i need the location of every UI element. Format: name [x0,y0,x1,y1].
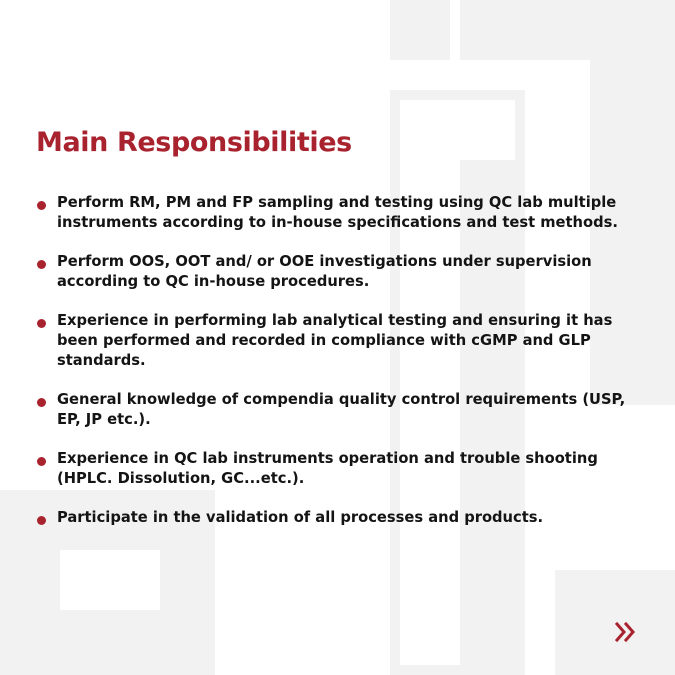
bullet-icon [37,319,46,328]
list-item [36,252,636,292]
background-block-bottom-left-inner [0,610,160,675]
bullet-icon [37,516,46,525]
bullet-icon [37,260,46,269]
background-block-top-left [390,0,450,60]
list-item-text: Experience in performing lab analytical testing and ensuring it has been performed and recorded in compliance with cGMP and GLP standards. [57,312,613,369]
list-item [36,508,636,528]
responsibilities-list [36,193,636,547]
bullet-icon [37,398,46,407]
page-title: Main Responsibilities [36,127,352,158]
bullet-icon [37,457,46,466]
list-item [36,311,636,371]
list-item-text: General knowledge of compendia quality control requirements (USP, EP, JP etc.). [57,391,626,428]
list-item-text: Experience in QC lab instruments operation and trouble shooting (HPLC. Dissolution, GC...etc.). [57,450,598,487]
background-block-top-right [460,0,675,60]
bullet-icon [37,201,46,210]
list-item-text: Perform OOS, OOT and/ or OOE investigations under supervision according to QC in-house procedures. [57,253,592,290]
list-item-text: Participate in the validation of all processes and products. [57,509,544,526]
list-item [36,390,636,430]
double-chevron-right-icon[interactable] [614,620,638,644]
list-item [36,449,636,489]
list-item [36,193,636,233]
list-item-text: Perform RM, PM and FP sampling and testing using QC lab multiple instruments according to in-house specifications and test methods. [57,194,618,231]
